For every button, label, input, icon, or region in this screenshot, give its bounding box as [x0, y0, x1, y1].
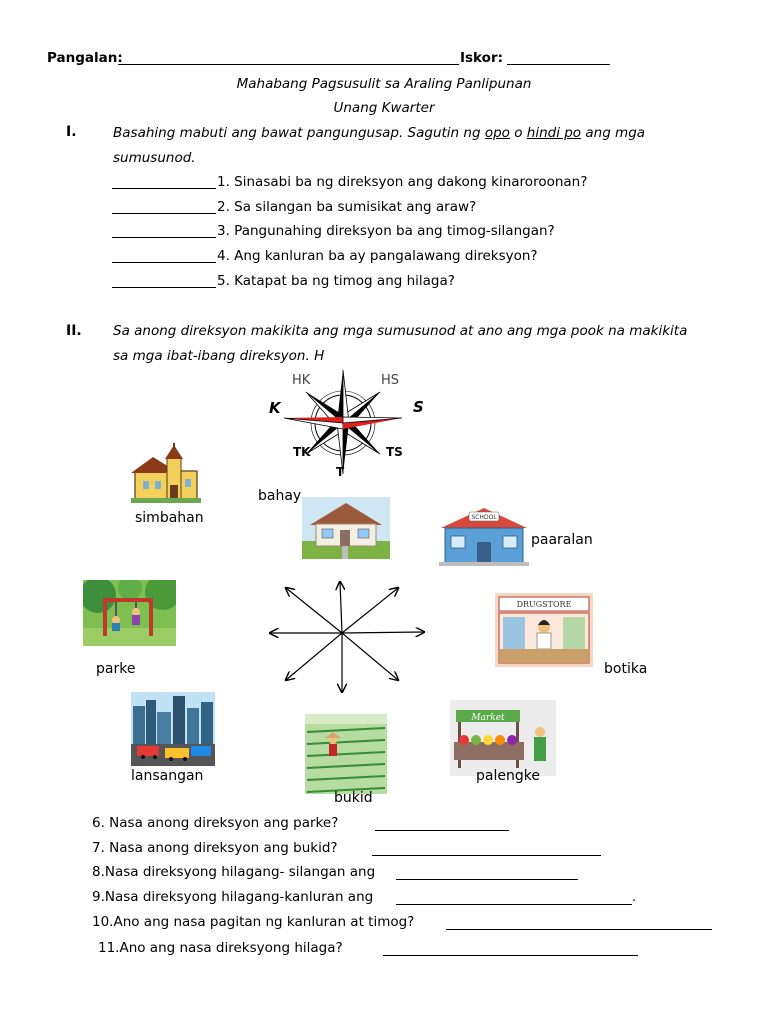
part1-instruction-b: o: [509, 125, 527, 141]
answer-field-9[interactable]: [396, 904, 632, 905]
answer-field-11[interactable]: [383, 955, 638, 956]
market-sign: Market: [471, 713, 505, 723]
part1-answer-field-2[interactable]: [112, 213, 216, 214]
street-picture: [131, 692, 215, 766]
answer-field-7[interactable]: [372, 855, 601, 856]
part2-numeral: II.: [66, 323, 82, 339]
compass-label-hk: HK: [292, 373, 311, 388]
part1-item-1: 1. Sinasabi ba ng direksyon ang dakong kinaroroonan?: [217, 174, 588, 190]
label-bukid: bukid: [334, 790, 373, 806]
arrow-northeast: [342, 588, 398, 633]
drugstore-sign: DRUGSTORE: [516, 600, 572, 609]
compass-label-ts: TS: [386, 445, 403, 459]
arrow-southeast: [342, 633, 398, 680]
label-bahay: bahay: [258, 488, 302, 504]
name-field[interactable]: [118, 64, 459, 65]
part1-instruction-a: Basahing mabuti ang bawat pangungusap. Sagutin ng: [113, 125, 485, 141]
part2-instruction-line2: sa mga ibat-ibang direksyon. H: [113, 348, 325, 364]
answer-field-6[interactable]: [375, 830, 509, 831]
compass-rose: [262, 368, 432, 480]
part1-instruction-c: ang mga: [581, 125, 646, 141]
church-picture: [131, 443, 201, 503]
question-9-period: .: [632, 889, 637, 905]
part1-answer-field-3[interactable]: [112, 237, 216, 238]
part1-instruction: [113, 125, 645, 141]
label-parke: parke: [96, 661, 136, 677]
drugstore-picture: [495, 593, 593, 667]
answer-field-10[interactable]: [446, 929, 712, 930]
compass-label-tk: TK: [293, 445, 311, 459]
compass-n-half: [343, 370, 349, 423]
question-10: 10.Ano ang nasa pagitan ng kanluran at timog?: [92, 914, 415, 930]
answer-field-8[interactable]: [396, 879, 578, 880]
label-simbahan: simbahan: [135, 510, 204, 526]
label-palengke: palengke: [476, 768, 540, 784]
part1-answer-field-5[interactable]: [112, 287, 216, 288]
market-picture: [450, 700, 556, 776]
question-11: 11.Ano ang nasa direksyong hilaga?: [98, 940, 343, 956]
part1-item-4: 4. Ang kanluran ba ay pangalawang direksyon?: [217, 248, 538, 264]
part2-instruction-line1: Sa anong direksyon makikita ang mga sumusunod at ano ang mga pook na makikita: [113, 323, 688, 339]
park-picture: [83, 580, 176, 646]
label-lansangan: lansangan: [131, 768, 204, 784]
compass-label-t: T: [336, 465, 345, 479]
question-7: 7. Nasa anong direksyon ang bukid?: [92, 840, 338, 856]
direction-arrows: [262, 578, 432, 696]
arrow-southwest: [286, 633, 342, 680]
farm-picture: [305, 714, 387, 794]
label-botika: botika: [604, 661, 648, 677]
part1-answer-field-4[interactable]: [112, 262, 216, 263]
score-field[interactable]: [507, 64, 610, 65]
part1-item-2: 2. Sa silangan ba sumisikat ang araw?: [217, 199, 477, 215]
part1-item-5: 5. Katapat ba ng timog ang hilaga?: [217, 273, 455, 289]
page-subtitle: Unang Kwarter: [333, 100, 435, 116]
arrow-northwest: [286, 588, 342, 633]
part1-answer-field-1[interactable]: [112, 188, 216, 189]
question-9: 9.Nasa direksyong hilagang-kanluran ang: [92, 889, 374, 905]
part1-item-3: 3. Pangunahing direksyon ba ang timog-silangan?: [217, 223, 555, 239]
question-6: 6. Nasa anong direksyon ang parke?: [92, 815, 339, 831]
compass-label-hs: HS: [381, 373, 400, 388]
compass-label-s: S: [413, 398, 424, 416]
compass-label-k: K: [269, 399, 281, 417]
label-paaralan: paaralan: [531, 532, 593, 548]
school-picture: [439, 506, 529, 566]
page-title: Mahabang Pagsusulit sa Araling Panlipunan: [236, 76, 532, 92]
house-picture: [302, 497, 390, 559]
question-8: 8.Nasa direksyong hilagang- silangan ang: [92, 864, 376, 880]
name-label: Pangalan:: [47, 50, 123, 66]
school-sign: SCHOOL: [471, 514, 497, 521]
part1-numeral: I.: [66, 124, 77, 140]
opo-word: opo: [484, 125, 510, 141]
score-label: Iskor:: [460, 50, 504, 66]
arrow-east: [342, 632, 424, 633]
arrow-north: [340, 582, 342, 633]
part1-instruction-line2: sumusunod.: [113, 150, 196, 166]
hindi-po-word: hindi po: [526, 125, 582, 141]
